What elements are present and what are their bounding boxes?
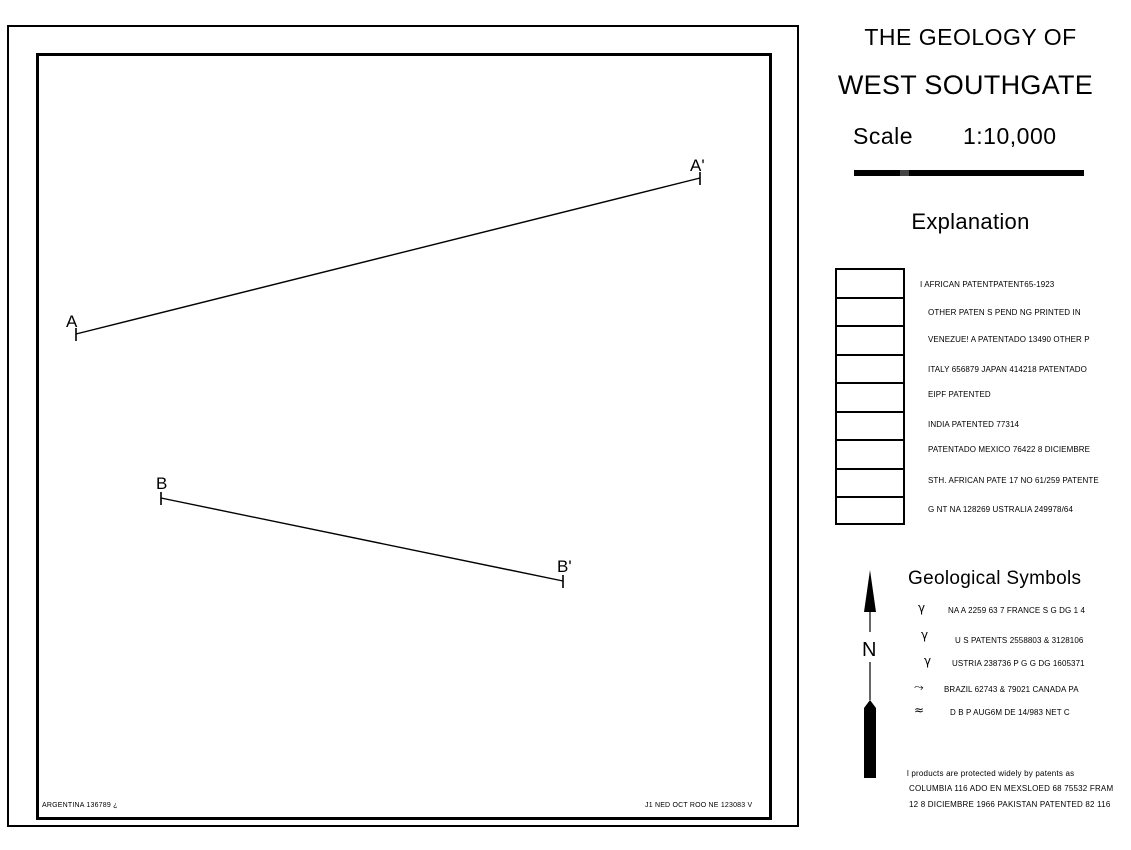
legend-item: ITALY 656879 JAPAN 414218 PATENTADO	[928, 365, 1087, 374]
legend-swatch	[835, 382, 905, 411]
cross-section-a[interactable]	[66, 156, 705, 341]
legend-item: STH. AFRICAN PATE 17 NO 61/259 PATENTE	[928, 476, 1099, 485]
section-label-a-start: A	[66, 312, 78, 331]
geological-symbols-title: Geological Symbols	[908, 568, 1082, 589]
legend-item: VENEZUE! A PATENTADO 13490 OTHER P	[928, 335, 1090, 344]
geological-symbol-label: USTRIA 238736 P G G DG 1605371	[952, 659, 1085, 668]
map-corner-note-left: ARGENTINA 136789 ¿	[42, 802, 118, 809]
patent-note-line: 12 8 DICIEMBRE 1966 PAKISTAN PATENTED 82 116	[909, 800, 1111, 809]
legend-box-column	[835, 268, 905, 525]
geological-symbol-label: D B P AUG6M DE 14/983 NET C	[950, 708, 1070, 717]
fold-axis-icon: ⤳	[914, 680, 924, 694]
section-line-a	[76, 178, 700, 334]
legend-swatch	[835, 468, 905, 497]
scale-label: Scale	[853, 123, 914, 149]
strike-dip-icon: γ	[921, 628, 929, 642]
map-title-line1: THE GEOLOGY OF	[864, 24, 1077, 50]
legend-item: PATENTADO MEXICO 76422 8 DICIEMBRE	[928, 445, 1091, 454]
patent-note-line: l products are protected widely by patents as	[907, 769, 1075, 778]
legend-swatch	[835, 268, 905, 297]
legend-item: I AFRICAN PATENTPATENT65-1923	[920, 280, 1055, 289]
section-label-b-start: B	[156, 474, 168, 493]
legend-item: INDIA PATENTED 77314	[928, 420, 1020, 429]
legend-swatch	[835, 439, 905, 468]
legend-item: EIPF PATENTED	[928, 390, 991, 399]
section-label-a-end: A'	[690, 156, 705, 175]
legend-item: OTHER PATEN S PEND NG PRINTED IN	[928, 308, 1081, 317]
strike-dip-icon: γ	[924, 654, 932, 668]
legend-item: G NT NA 128269 USTRALIA 249978/64	[928, 505, 1074, 514]
cross-section-b[interactable]	[156, 474, 572, 588]
geological-symbol-label: BRAZIL 62743 & 79021 CANADA PA	[944, 685, 1079, 694]
scale-bar	[854, 170, 1084, 176]
strike-dip-icon: γ	[918, 601, 926, 615]
map-corner-note-right: J1 NED OCT ROO NE 123083 V	[645, 802, 753, 809]
explanation-title: Explanation	[911, 209, 1030, 234]
geological-symbol-label: NA A 2259 63 7 FRANCE S G DG 1 4	[948, 606, 1086, 615]
north-arrow-icon	[862, 570, 876, 778]
legend-swatch	[835, 325, 905, 354]
map-title-line2: WEST SOUTHGATE	[837, 70, 1094, 100]
section-label-b-end: B'	[557, 557, 572, 576]
legend-swatch	[835, 411, 905, 440]
legend-swatch	[835, 297, 905, 326]
scale-value: 1:10,000	[963, 123, 1057, 149]
section-line-b	[161, 498, 563, 581]
legend-swatch	[835, 354, 905, 383]
hachure-icon: ≈	[914, 703, 925, 717]
legend-swatch	[835, 496, 905, 525]
patent-note-line: COLUMBIA 116 ADO EN MEXSLOED 68 75532 FRAM	[909, 784, 1114, 793]
north-label: N	[862, 639, 877, 661]
geological-symbol-label: U S PATENTS 2558803 & 3128106	[955, 636, 1084, 645]
